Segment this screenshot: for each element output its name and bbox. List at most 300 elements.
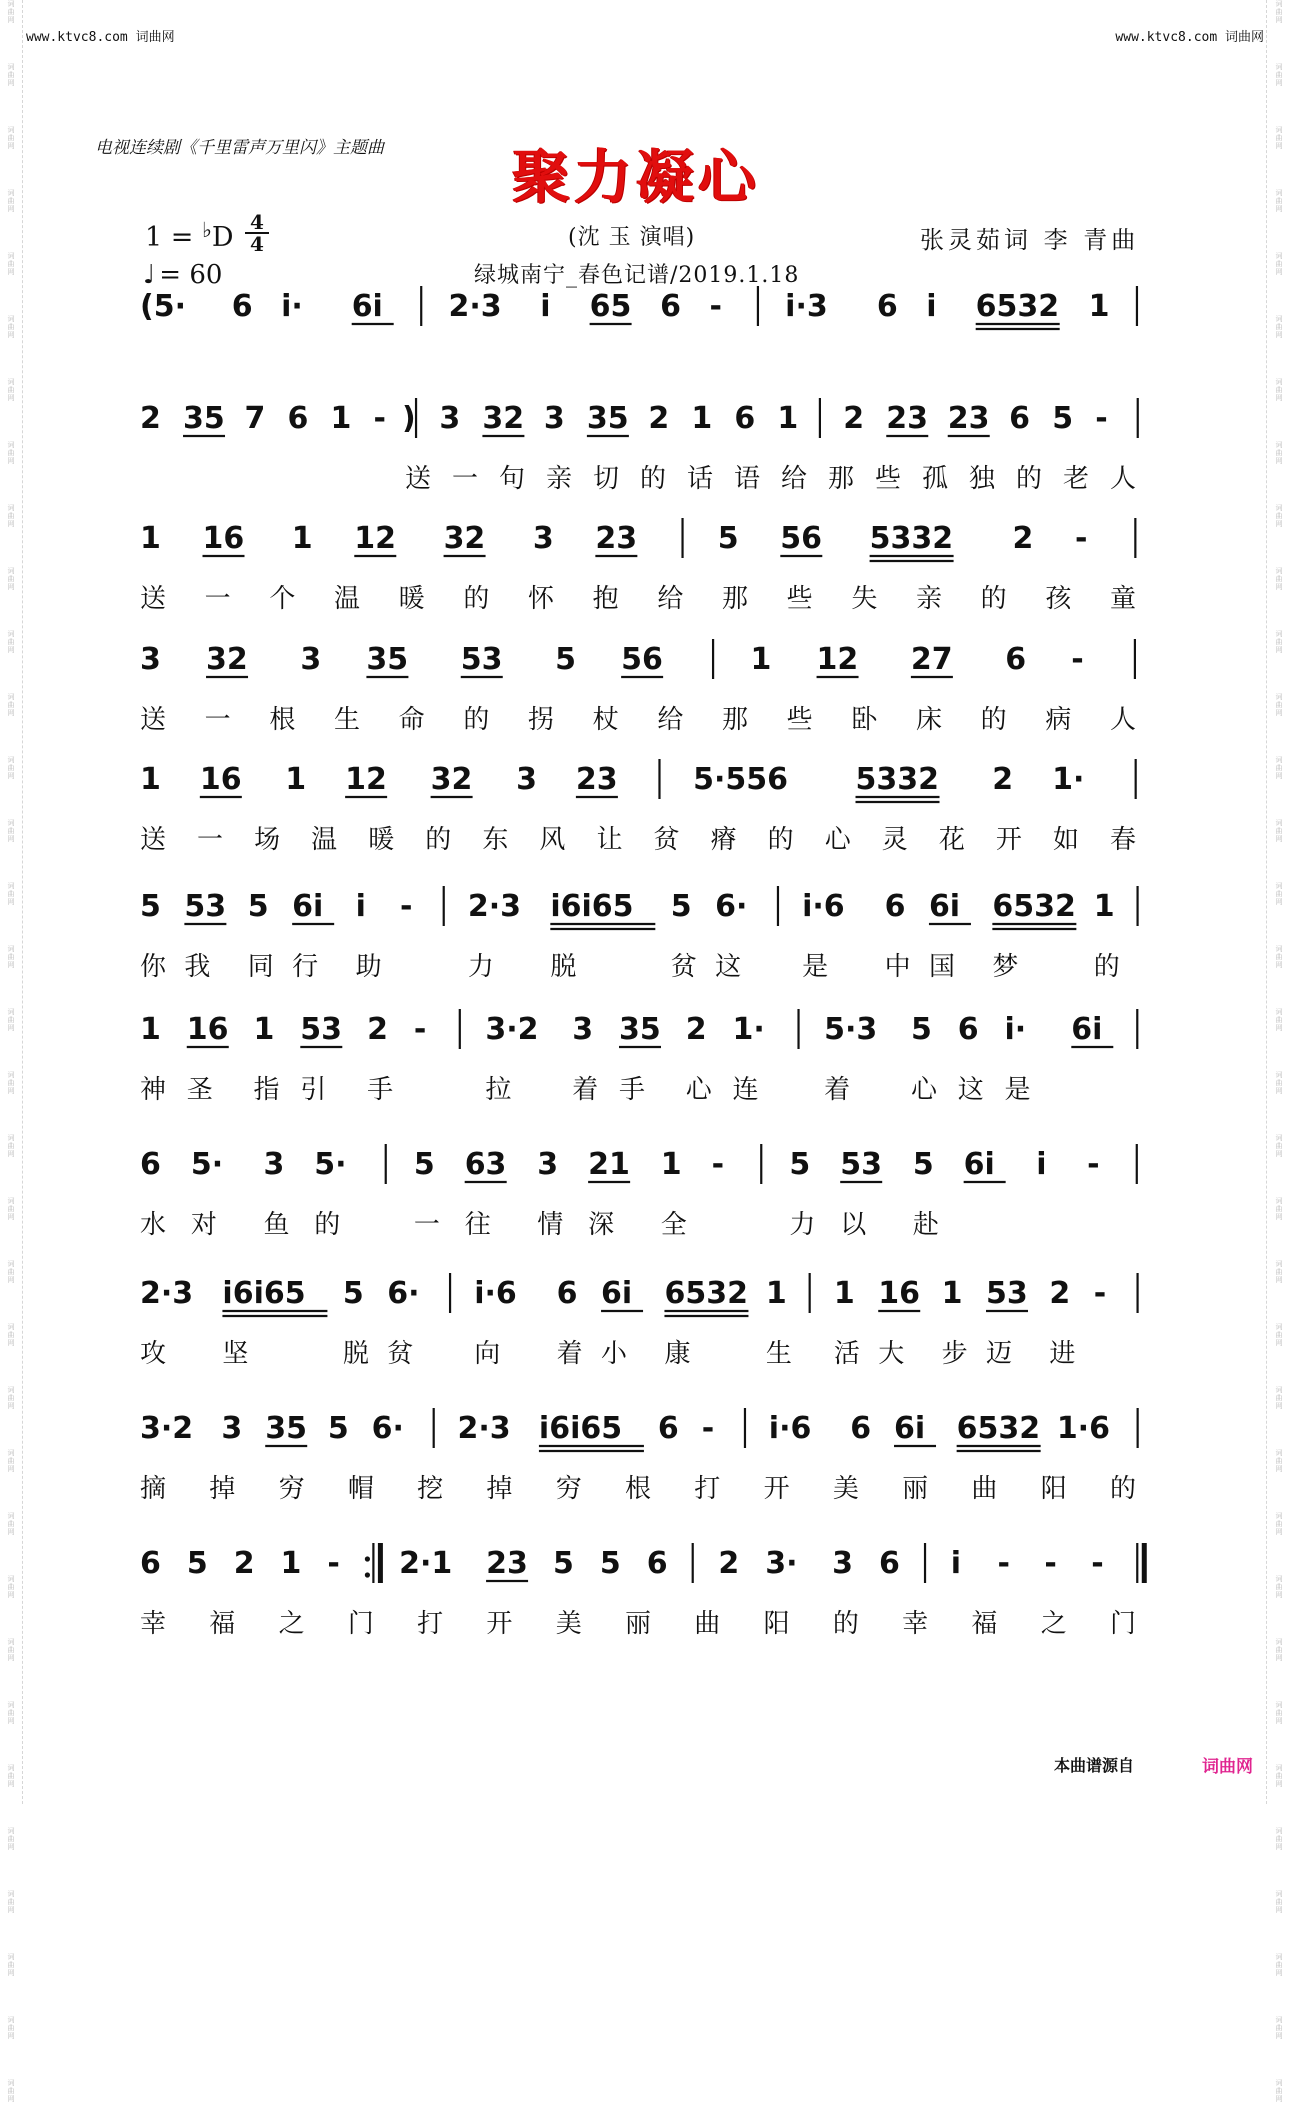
notation-staff bbox=[140, 1537, 1150, 1597]
lyric-char: 一 bbox=[452, 464, 479, 494]
notation-staff bbox=[140, 1402, 1150, 1462]
note-group: 5 bbox=[912, 1147, 934, 1182]
lyric-char: 美 bbox=[832, 1474, 859, 1504]
note-group: 53 bbox=[460, 642, 503, 677]
side-watermark-mark: 词 曲 网 bbox=[1275, 126, 1283, 150]
sustain-dash: - bbox=[399, 889, 413, 924]
note-group: 12 bbox=[345, 762, 387, 797]
lyric-char: 贫 bbox=[670, 952, 697, 982]
time-signature bbox=[245, 212, 269, 254]
lyric-char: 贫 bbox=[387, 1339, 414, 1369]
lyric-char: 脱 bbox=[342, 1339, 369, 1369]
lyric-char: 送 bbox=[140, 705, 167, 735]
note-group: 6 bbox=[556, 1276, 578, 1311]
lyric-char: 摘 bbox=[140, 1474, 167, 1504]
lyric-char: 手 bbox=[619, 1075, 646, 1105]
lyric-char: 行 bbox=[292, 952, 319, 982]
lyric-char: 心 bbox=[685, 1075, 712, 1105]
note-group: 5332 bbox=[869, 521, 954, 556]
note-group: 6 bbox=[876, 289, 898, 324]
lyric-char: 亲 bbox=[546, 464, 573, 494]
key-prefix: 1 = bbox=[145, 222, 202, 253]
note-group: 1 bbox=[291, 521, 313, 556]
side-watermark-mark: 词 曲 网 bbox=[7, 1512, 15, 1536]
note-group: 5 bbox=[670, 889, 692, 924]
lyric-char: 的 bbox=[640, 464, 667, 494]
side-watermark-mark: 词 曲 网 bbox=[7, 1260, 15, 1284]
note-group: 63 bbox=[464, 1147, 507, 1182]
side-watermark-mark: 词 曲 网 bbox=[1275, 2016, 1283, 2040]
side-watermark-mark: 词 曲 网 bbox=[7, 2079, 15, 2103]
note-group: 5 bbox=[599, 1546, 621, 1581]
lyric-line bbox=[140, 1603, 1150, 1639]
lyric-char: 梦 bbox=[992, 952, 1019, 982]
lyric-char: 童 bbox=[1110, 584, 1137, 614]
note-group: 5·556 bbox=[693, 762, 789, 797]
lyric-char: 大 bbox=[878, 1339, 905, 1369]
note-group: 6· bbox=[715, 889, 748, 924]
lyric-char: 如 bbox=[1052, 825, 1079, 855]
time-top: 4 bbox=[245, 212, 269, 234]
lyric-char: 幸 bbox=[902, 1609, 929, 1639]
lyric-char: 的 bbox=[425, 825, 452, 855]
side-watermark-mark: 词 曲 网 bbox=[1275, 1197, 1283, 1221]
note-group: 35 bbox=[366, 642, 409, 677]
note-group: i bbox=[540, 289, 551, 324]
lyric-line bbox=[140, 578, 1150, 614]
lyric-char: 情 bbox=[537, 1210, 564, 1240]
note-group: 6 bbox=[850, 1411, 872, 1446]
lyric-char: 生 bbox=[765, 1339, 792, 1369]
note-group: 1 bbox=[833, 1276, 855, 1311]
lyric-char: 美 bbox=[555, 1609, 582, 1639]
lyric-char: 攻 bbox=[140, 1339, 167, 1369]
site-watermark-left[interactable]: www.ktvc8.com 词曲网 bbox=[26, 30, 175, 45]
notation-staff bbox=[140, 753, 1150, 813]
note-group: 5 bbox=[1052, 401, 1074, 436]
note-group: 6532 bbox=[992, 889, 1076, 924]
lyric-char: 我 bbox=[184, 952, 211, 982]
lyric-char: 圣 bbox=[186, 1075, 213, 1105]
lyric-char: 穷 bbox=[278, 1474, 305, 1504]
flat-icon: ♭ bbox=[201, 218, 212, 242]
lyric-char: 你 bbox=[140, 952, 167, 982]
lyric-char: 温 bbox=[334, 584, 361, 614]
notation-staff bbox=[140, 512, 1150, 572]
lyric-char: 灵 bbox=[881, 825, 908, 855]
side-watermark-mark: 词 曲 网 bbox=[1275, 1134, 1283, 1158]
key-signature bbox=[145, 218, 234, 253]
note-group: 2 bbox=[1049, 1276, 1071, 1311]
lyric-char: 失 bbox=[851, 584, 878, 614]
side-watermark-mark: 词 曲 网 bbox=[7, 63, 15, 87]
lyric-char: 杖 bbox=[592, 705, 619, 735]
lyric-char: 打 bbox=[417, 1609, 444, 1639]
sustain-dash: - bbox=[997, 1546, 1011, 1581]
lyric-char: 步 bbox=[941, 1339, 968, 1369]
side-watermark-mark: 词 曲 网 bbox=[1275, 2079, 1283, 2103]
side-watermark-mark: 词 曲 网 bbox=[1275, 1701, 1283, 1725]
left-watermark-strip bbox=[4, 0, 18, 2103]
sustain-dash: - bbox=[1095, 401, 1108, 436]
note-group: 6 bbox=[1009, 401, 1031, 436]
lyric-char: 风 bbox=[539, 825, 566, 855]
note-group: 6i bbox=[963, 1147, 995, 1182]
lyric-char: 向 bbox=[474, 1339, 501, 1369]
lyric-char: 丽 bbox=[625, 1609, 652, 1639]
side-watermark-mark: 词 曲 网 bbox=[7, 567, 15, 591]
note-group: 2 bbox=[843, 401, 865, 436]
lyric-char: 些 bbox=[786, 584, 813, 614]
lyric-char: 些 bbox=[875, 464, 902, 494]
sustain-dash: - bbox=[1087, 1147, 1100, 1182]
sustain-dash: - bbox=[1091, 1546, 1104, 1581]
note-group: 2 bbox=[367, 1012, 388, 1047]
note-group: 32 bbox=[430, 762, 473, 797]
lyric-char: 床 bbox=[916, 705, 943, 735]
note-group: 16 bbox=[186, 1012, 229, 1047]
lyric-char: 一 bbox=[204, 584, 231, 614]
note-group: 3 bbox=[543, 401, 565, 436]
lyric-line bbox=[140, 1333, 1150, 1369]
side-watermark-mark: 词 曲 网 bbox=[7, 1701, 15, 1725]
lyric-char: 小 bbox=[601, 1339, 628, 1369]
footer-source-label: 本曲谱源自 bbox=[1054, 1756, 1135, 1775]
side-watermark-mark: 词 曲 网 bbox=[1275, 1890, 1283, 1914]
left-border-line bbox=[22, 0, 23, 1804]
note-group: 35 bbox=[586, 401, 629, 436]
lyric-char: 进 bbox=[1049, 1339, 1076, 1369]
lyric-char: 深 bbox=[588, 1210, 615, 1240]
sustain-dash: - bbox=[711, 1147, 725, 1182]
note-group: 1 bbox=[765, 1276, 787, 1311]
notation-staff bbox=[140, 1138, 1150, 1198]
lyric-char: 一 bbox=[197, 825, 224, 855]
lyric-char: 曲 bbox=[694, 1609, 721, 1639]
note-group: 21 bbox=[588, 1147, 630, 1182]
lyric-char: 送 bbox=[140, 584, 167, 614]
lyric-char: 丽 bbox=[902, 1474, 929, 1504]
lyric-char: 掉 bbox=[209, 1474, 236, 1504]
side-watermark-mark: 词 曲 网 bbox=[1275, 252, 1283, 276]
notation-staff bbox=[140, 280, 1150, 340]
notation-staff bbox=[140, 1003, 1150, 1063]
lyric-char: 些 bbox=[786, 705, 813, 735]
note-group: i· bbox=[281, 289, 303, 324]
lyric-char: 暖 bbox=[368, 825, 395, 855]
note-group: 3 bbox=[439, 401, 461, 436]
side-watermark-mark: 词 曲 网 bbox=[7, 1449, 15, 1473]
side-watermark-mark: 词 曲 网 bbox=[7, 1071, 15, 1095]
note-group: 6532 bbox=[975, 289, 1060, 324]
note-group: 1 bbox=[253, 1012, 275, 1047]
lyric-char: 拐 bbox=[528, 705, 555, 735]
side-watermark-mark: 词 曲 网 bbox=[7, 1008, 15, 1032]
note-group: 6 bbox=[140, 1546, 161, 1581]
side-watermark-mark: 词 曲 网 bbox=[1275, 441, 1283, 465]
note-group: 2 bbox=[233, 1546, 255, 1581]
footer-brand[interactable]: 词曲网 bbox=[1202, 1757, 1253, 1777]
note-group: 3 bbox=[532, 521, 554, 556]
lyric-char: 亲 bbox=[916, 584, 943, 614]
note-group: 27 bbox=[910, 642, 953, 677]
note-group: 3 bbox=[516, 762, 537, 797]
lyric-char: 阳 bbox=[763, 1609, 790, 1639]
lyric-char: 往 bbox=[464, 1210, 491, 1240]
note-group: 2·3 bbox=[467, 889, 522, 924]
lyric-char: 的 bbox=[832, 1609, 859, 1639]
lyric-char: 拉 bbox=[485, 1075, 512, 1105]
note-group: i· bbox=[1004, 1012, 1027, 1047]
lyric-char: 打 bbox=[694, 1474, 721, 1504]
lyric-char: 的 bbox=[980, 584, 1007, 614]
lyric-char: 根 bbox=[269, 705, 296, 735]
side-watermark-mark: 词 曲 网 bbox=[1275, 1386, 1283, 1410]
side-watermark-mark: 词 曲 网 bbox=[7, 126, 15, 150]
lyric-char: 迈 bbox=[986, 1339, 1013, 1369]
note-group: 2 bbox=[685, 1012, 707, 1047]
note-group: 6 bbox=[957, 1012, 979, 1047]
note-group: 1·6 bbox=[1056, 1411, 1110, 1446]
tempo-value: = 60 bbox=[159, 260, 223, 290]
note-group: 5 bbox=[186, 1546, 208, 1581]
lyric-char: 送 bbox=[140, 825, 167, 855]
note-group: 32 bbox=[482, 401, 525, 436]
lyric-char: 句 bbox=[499, 464, 526, 494]
lyric-char: 之 bbox=[278, 1609, 305, 1639]
note-group: 1 bbox=[140, 762, 161, 797]
lyric-char: 生 bbox=[334, 705, 361, 735]
note-group: 3·2 bbox=[485, 1012, 539, 1047]
side-watermark-mark: 词 曲 网 bbox=[1275, 1071, 1283, 1095]
lyric-char: 病 bbox=[1045, 705, 1072, 735]
lyric-char: 的 bbox=[1093, 952, 1120, 982]
note-group: 3 bbox=[263, 1147, 285, 1182]
side-watermark-mark: 词 曲 网 bbox=[1275, 0, 1283, 24]
side-watermark-mark: 词 曲 网 bbox=[7, 630, 15, 654]
lyric-line bbox=[140, 819, 1150, 855]
lyric-char: 福 bbox=[209, 1609, 236, 1639]
lyric-char: 福 bbox=[971, 1609, 998, 1639]
lyric-char: 帽 bbox=[347, 1474, 374, 1504]
lyric-char: 开 bbox=[995, 825, 1022, 855]
lyric-char: 的 bbox=[1016, 464, 1043, 494]
side-watermark-mark: 词 曲 网 bbox=[1275, 315, 1283, 339]
credits: 张灵茹词 李 青曲 bbox=[920, 226, 1140, 254]
lyric-char: 康 bbox=[664, 1339, 691, 1369]
lyric-char: 力 bbox=[467, 952, 494, 982]
lyric-char: 对 bbox=[190, 1210, 217, 1240]
side-watermark-mark: 词 曲 网 bbox=[1275, 504, 1283, 528]
note-group: 23 bbox=[486, 1546, 528, 1581]
lyric-char: 挖 bbox=[417, 1474, 444, 1504]
lyric-char: 抱 bbox=[592, 584, 619, 614]
note-group: 1 bbox=[691, 401, 713, 436]
note-group: 6 bbox=[660, 289, 682, 324]
side-watermark-mark: 词 曲 网 bbox=[7, 693, 15, 717]
lyric-char: 给 bbox=[657, 705, 684, 735]
side-watermark-mark: 词 曲 网 bbox=[1275, 882, 1283, 906]
note-group: 2 bbox=[140, 401, 161, 436]
side-watermark-mark: 词 曲 网 bbox=[1275, 1827, 1283, 1851]
note-group: 1 bbox=[750, 642, 772, 677]
side-watermark-mark: 词 曲 网 bbox=[1275, 1449, 1283, 1473]
transcriber: 绿城南宁_春色记谱/2019.1.18 bbox=[474, 263, 800, 288]
lyric-char: 的 bbox=[980, 705, 1007, 735]
note-group: 1 bbox=[1093, 889, 1115, 924]
note-group: 56 bbox=[621, 642, 663, 677]
note-group: 6 bbox=[884, 889, 906, 924]
lyric-char: 一 bbox=[204, 705, 231, 735]
performer: (沈 玉 演唱) bbox=[568, 225, 696, 250]
sustain-dash: - bbox=[709, 289, 723, 324]
note-group: 1 bbox=[140, 521, 161, 556]
note-group: 3·2 bbox=[140, 1411, 194, 1446]
lyric-char: 心 bbox=[824, 825, 851, 855]
note-group: 6 bbox=[734, 401, 756, 436]
note-group: 1 bbox=[330, 401, 352, 436]
lyric-char: 掉 bbox=[486, 1474, 513, 1504]
side-watermark-mark: 词 曲 网 bbox=[7, 1575, 15, 1599]
right-watermark-strip bbox=[1272, 0, 1286, 2103]
lyric-char: 那 bbox=[828, 464, 855, 494]
note-group: 5 bbox=[717, 521, 739, 556]
lyric-char: 力 bbox=[789, 1210, 816, 1240]
sustain-dash: - bbox=[1071, 642, 1084, 677]
lyric-char: 脱 bbox=[550, 952, 577, 982]
lyric-char: 老 bbox=[1063, 464, 1090, 494]
lyric-char: 助 bbox=[355, 952, 382, 982]
note-group: 3· bbox=[765, 1546, 798, 1581]
note-group: 6 bbox=[140, 1147, 161, 1182]
side-watermark-mark: 词 曲 网 bbox=[7, 441, 15, 465]
note-group: 2 bbox=[648, 401, 670, 436]
notation-staff bbox=[140, 1267, 1150, 1327]
side-watermark-mark: 词 曲 网 bbox=[7, 1386, 15, 1410]
note-group: 1 bbox=[280, 1546, 302, 1581]
lyric-char: 人 bbox=[1110, 705, 1137, 735]
side-watermark-mark: 词 曲 网 bbox=[7, 189, 15, 213]
lyric-char: 曲 bbox=[971, 1474, 998, 1504]
notation-staff bbox=[140, 392, 1150, 452]
note-group: 6 bbox=[231, 289, 253, 324]
note-group: 6532 bbox=[664, 1276, 748, 1311]
note-group: 2 bbox=[718, 1546, 740, 1581]
lyric-char: 的 bbox=[1110, 1474, 1137, 1504]
note-group: 16 bbox=[199, 762, 242, 797]
lyric-line bbox=[140, 946, 1150, 982]
note-group: i·6 bbox=[802, 889, 845, 924]
lyric-char: 幸 bbox=[140, 1609, 167, 1639]
note-group: 6 bbox=[879, 1546, 900, 1581]
lyric-char: 春 bbox=[1110, 825, 1137, 855]
side-watermark-mark: 词 曲 网 bbox=[7, 2016, 15, 2040]
lyric-char: 水 bbox=[140, 1210, 167, 1240]
note-group: 32 bbox=[206, 642, 248, 677]
note-group: i·6 bbox=[768, 1411, 812, 1446]
side-watermark-mark: 词 曲 网 bbox=[7, 1953, 15, 1977]
side-watermark-mark: 词 曲 网 bbox=[1275, 693, 1283, 717]
song-subtitle: 电视连续剧《千里雷声万里闪》主题曲 bbox=[95, 138, 384, 158]
lyric-char: 神 bbox=[140, 1075, 167, 1105]
lyric-char: 开 bbox=[486, 1609, 513, 1639]
lyric-char: 花 bbox=[938, 825, 965, 855]
note-group: 6532 bbox=[956, 1411, 1041, 1446]
lyric-char: 的 bbox=[463, 584, 490, 614]
site-watermark-right[interactable]: www.ktvc8.com 词曲网 bbox=[1115, 30, 1264, 45]
note-group: 5 bbox=[789, 1147, 811, 1182]
lyric-char: 那 bbox=[722, 584, 749, 614]
side-watermark-mark: 词 曲 网 bbox=[1275, 567, 1283, 591]
note-group: 6· bbox=[371, 1411, 404, 1446]
side-watermark-mark: 词 曲 网 bbox=[1275, 630, 1283, 654]
lyric-char: 同 bbox=[247, 952, 274, 982]
note-group: 6i bbox=[292, 889, 324, 924]
note-group: 2 bbox=[992, 762, 1014, 797]
lyric-char: 引 bbox=[300, 1075, 327, 1105]
note-group: 6i bbox=[1071, 1012, 1103, 1047]
lyric-char: 中 bbox=[884, 952, 911, 982]
side-watermark-mark: 词 曲 网 bbox=[7, 252, 15, 276]
lyric-char: 人 bbox=[1110, 464, 1137, 494]
lyric-line bbox=[140, 1069, 1150, 1105]
note-group: i·3 bbox=[785, 289, 828, 324]
lyric-char: 着 bbox=[556, 1339, 583, 1369]
note-group: 35 bbox=[619, 1012, 661, 1047]
side-watermark-mark: 词 曲 网 bbox=[1275, 63, 1283, 87]
lyric-char: 阳 bbox=[1040, 1474, 1067, 1504]
note-group: 6i bbox=[894, 1411, 926, 1446]
note-group: 35 bbox=[265, 1411, 307, 1446]
note-group: 53 bbox=[840, 1147, 882, 1182]
note-group: 1 bbox=[140, 1012, 161, 1047]
closing-paren: ) bbox=[402, 401, 416, 436]
note-group: 1 bbox=[777, 401, 799, 436]
lyric-char: 怀 bbox=[528, 584, 555, 614]
note-group: 16 bbox=[878, 1276, 920, 1311]
note-group: i·6 bbox=[474, 1276, 517, 1311]
lyric-char: 门 bbox=[1110, 1609, 1137, 1639]
side-watermark-mark: 词 曲 网 bbox=[1275, 1764, 1283, 1788]
note-group: 23 bbox=[947, 401, 990, 436]
note-group: 23 bbox=[595, 521, 638, 556]
sustain-dash: - bbox=[1074, 521, 1088, 556]
lyric-char: 切 bbox=[593, 464, 620, 494]
lyric-line bbox=[140, 1468, 1150, 1504]
lyric-line bbox=[140, 346, 1150, 378]
note-group: i bbox=[950, 1546, 962, 1581]
note-group: 5 bbox=[413, 1147, 435, 1182]
note-group: 7 bbox=[244, 401, 266, 436]
lyric-char: 给 bbox=[657, 584, 684, 614]
side-watermark-mark: 词 曲 网 bbox=[1275, 1323, 1283, 1347]
lyric-char: 门 bbox=[347, 1609, 374, 1639]
note-group: 5 bbox=[553, 1546, 574, 1581]
sustain-dash: - bbox=[1093, 1276, 1107, 1311]
note-group: 3 bbox=[537, 1147, 559, 1182]
note-group: 5 bbox=[910, 1012, 932, 1047]
lyric-char: 是 bbox=[1004, 1075, 1031, 1105]
lyric-char: 心 bbox=[910, 1075, 937, 1105]
side-watermark-mark: 词 曲 网 bbox=[7, 1197, 15, 1221]
side-watermark-mark: 词 曲 网 bbox=[1275, 1260, 1283, 1284]
lyric-char: 之 bbox=[1040, 1609, 1067, 1639]
note-group: 1 bbox=[660, 1147, 682, 1182]
repeat-dot bbox=[365, 1556, 370, 1561]
note-group: 12 bbox=[816, 642, 859, 677]
side-watermark-mark: 词 曲 网 bbox=[7, 756, 15, 780]
lyric-char: 根 bbox=[625, 1474, 652, 1504]
